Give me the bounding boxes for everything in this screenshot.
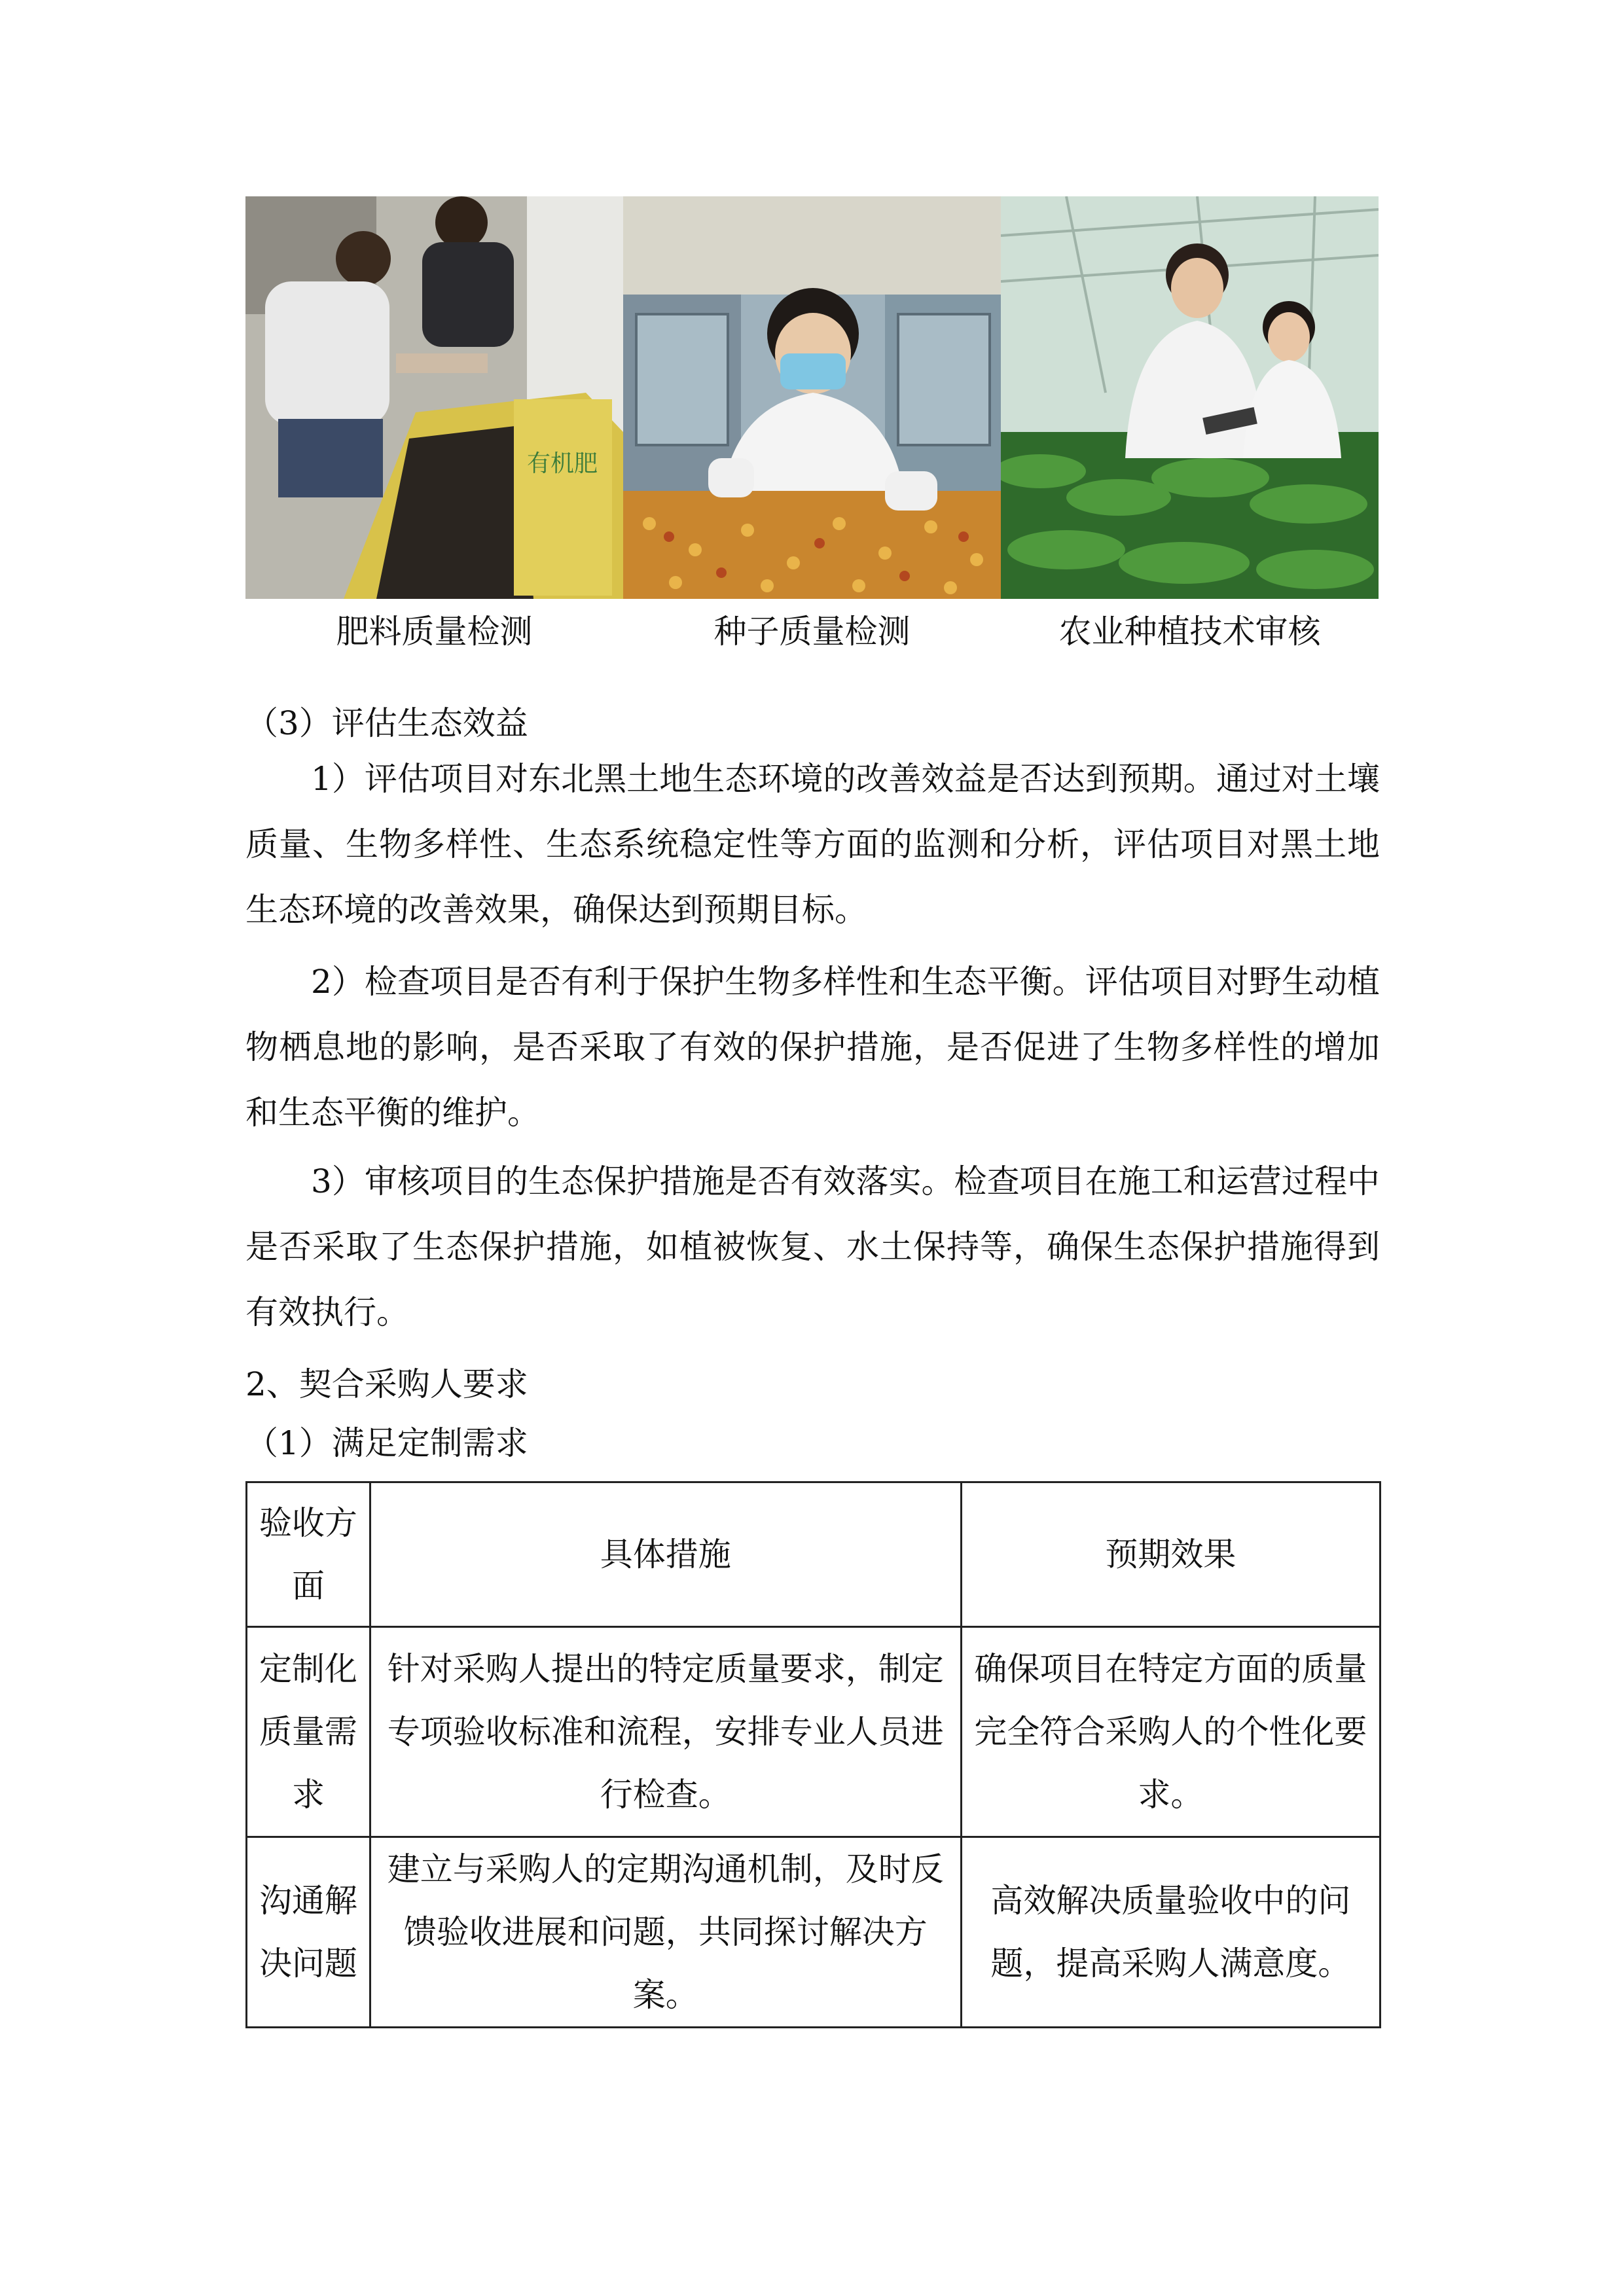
table-header-row: [247, 1482, 1380, 1627]
table-cell: 针对采购人提出的特定质量要求，制定专项验收标准和流程，安排专业人员进行检查。: [370, 1627, 961, 1837]
table-header-cell: 验收方面: [247, 1482, 370, 1627]
photo-caption: 肥料质量检测: [336, 613, 533, 651]
table-cell: 沟通解决问题: [247, 1837, 370, 2028]
planting-review-photo: [1001, 196, 1379, 599]
section-heading: 2、契合采购人要求: [245, 1365, 528, 1403]
section-heading: （3）评估生态效益: [245, 704, 528, 742]
paragraph: 2）检查项目是否有利于保护生物多样性和生态平衡。评估项目对野生动植物栖息地的影响，是否采取了有效的保护措施，是否促进了生物多样性的增加和生态平衡的维护。: [245, 963, 1380, 1132]
paragraph: 1）评估项目对东北黑土地生态环境的改善效益是否达到预期。通过对土壤质量、生物多样性、生态系统稳定性等方面的监测和分析，评估项目对黑土地生态环境的改善效果，确保达到预期目标。: [245, 760, 1380, 929]
photo-strip: [245, 196, 1380, 599]
table-header-cell: 具体措施: [370, 1482, 961, 1627]
photo-captions: [245, 605, 1380, 658]
table-cell: 高效解决质量验收中的问题，提高采购人满意度。: [961, 1837, 1380, 2028]
seed-inspection-image: [623, 196, 1001, 599]
requirements-table: [245, 1481, 1381, 2028]
svg-text:有机肥: 有机肥: [527, 450, 598, 476]
table-header-cell: 预期效果: [961, 1482, 1380, 1627]
paragraph: 3）审核项目的生态保护措施是否有效落实。检查项目在施工和运营过程中是否采取了生态保护措施，如植被恢复、水土保持等，确保生态保护措施得到有效执行。: [245, 1162, 1380, 1331]
subsection-heading: （1）满足定制需求: [245, 1424, 528, 1462]
table-cell: 确保项目在特定方面的质量完全符合采购人的个性化要求。: [961, 1627, 1380, 1837]
table-cell: 建立与采购人的定期沟通机制，及时反馈验收进展和问题，共同探讨解决方案。: [370, 1837, 961, 2028]
photo-caption: 农业种植技术审核: [1058, 613, 1321, 651]
seed-inspection-photo: [623, 196, 1001, 599]
table-cell: 定制化质量需求: [247, 1627, 370, 1837]
fertilizer-inspection-image: [245, 196, 623, 599]
photo-caption: 种子质量检测: [713, 613, 911, 651]
table-row: [247, 1837, 1380, 2028]
planting-review-image: [1001, 196, 1379, 599]
table-row: [247, 1627, 1380, 1837]
fertilizer-inspection-photo: [245, 196, 623, 599]
